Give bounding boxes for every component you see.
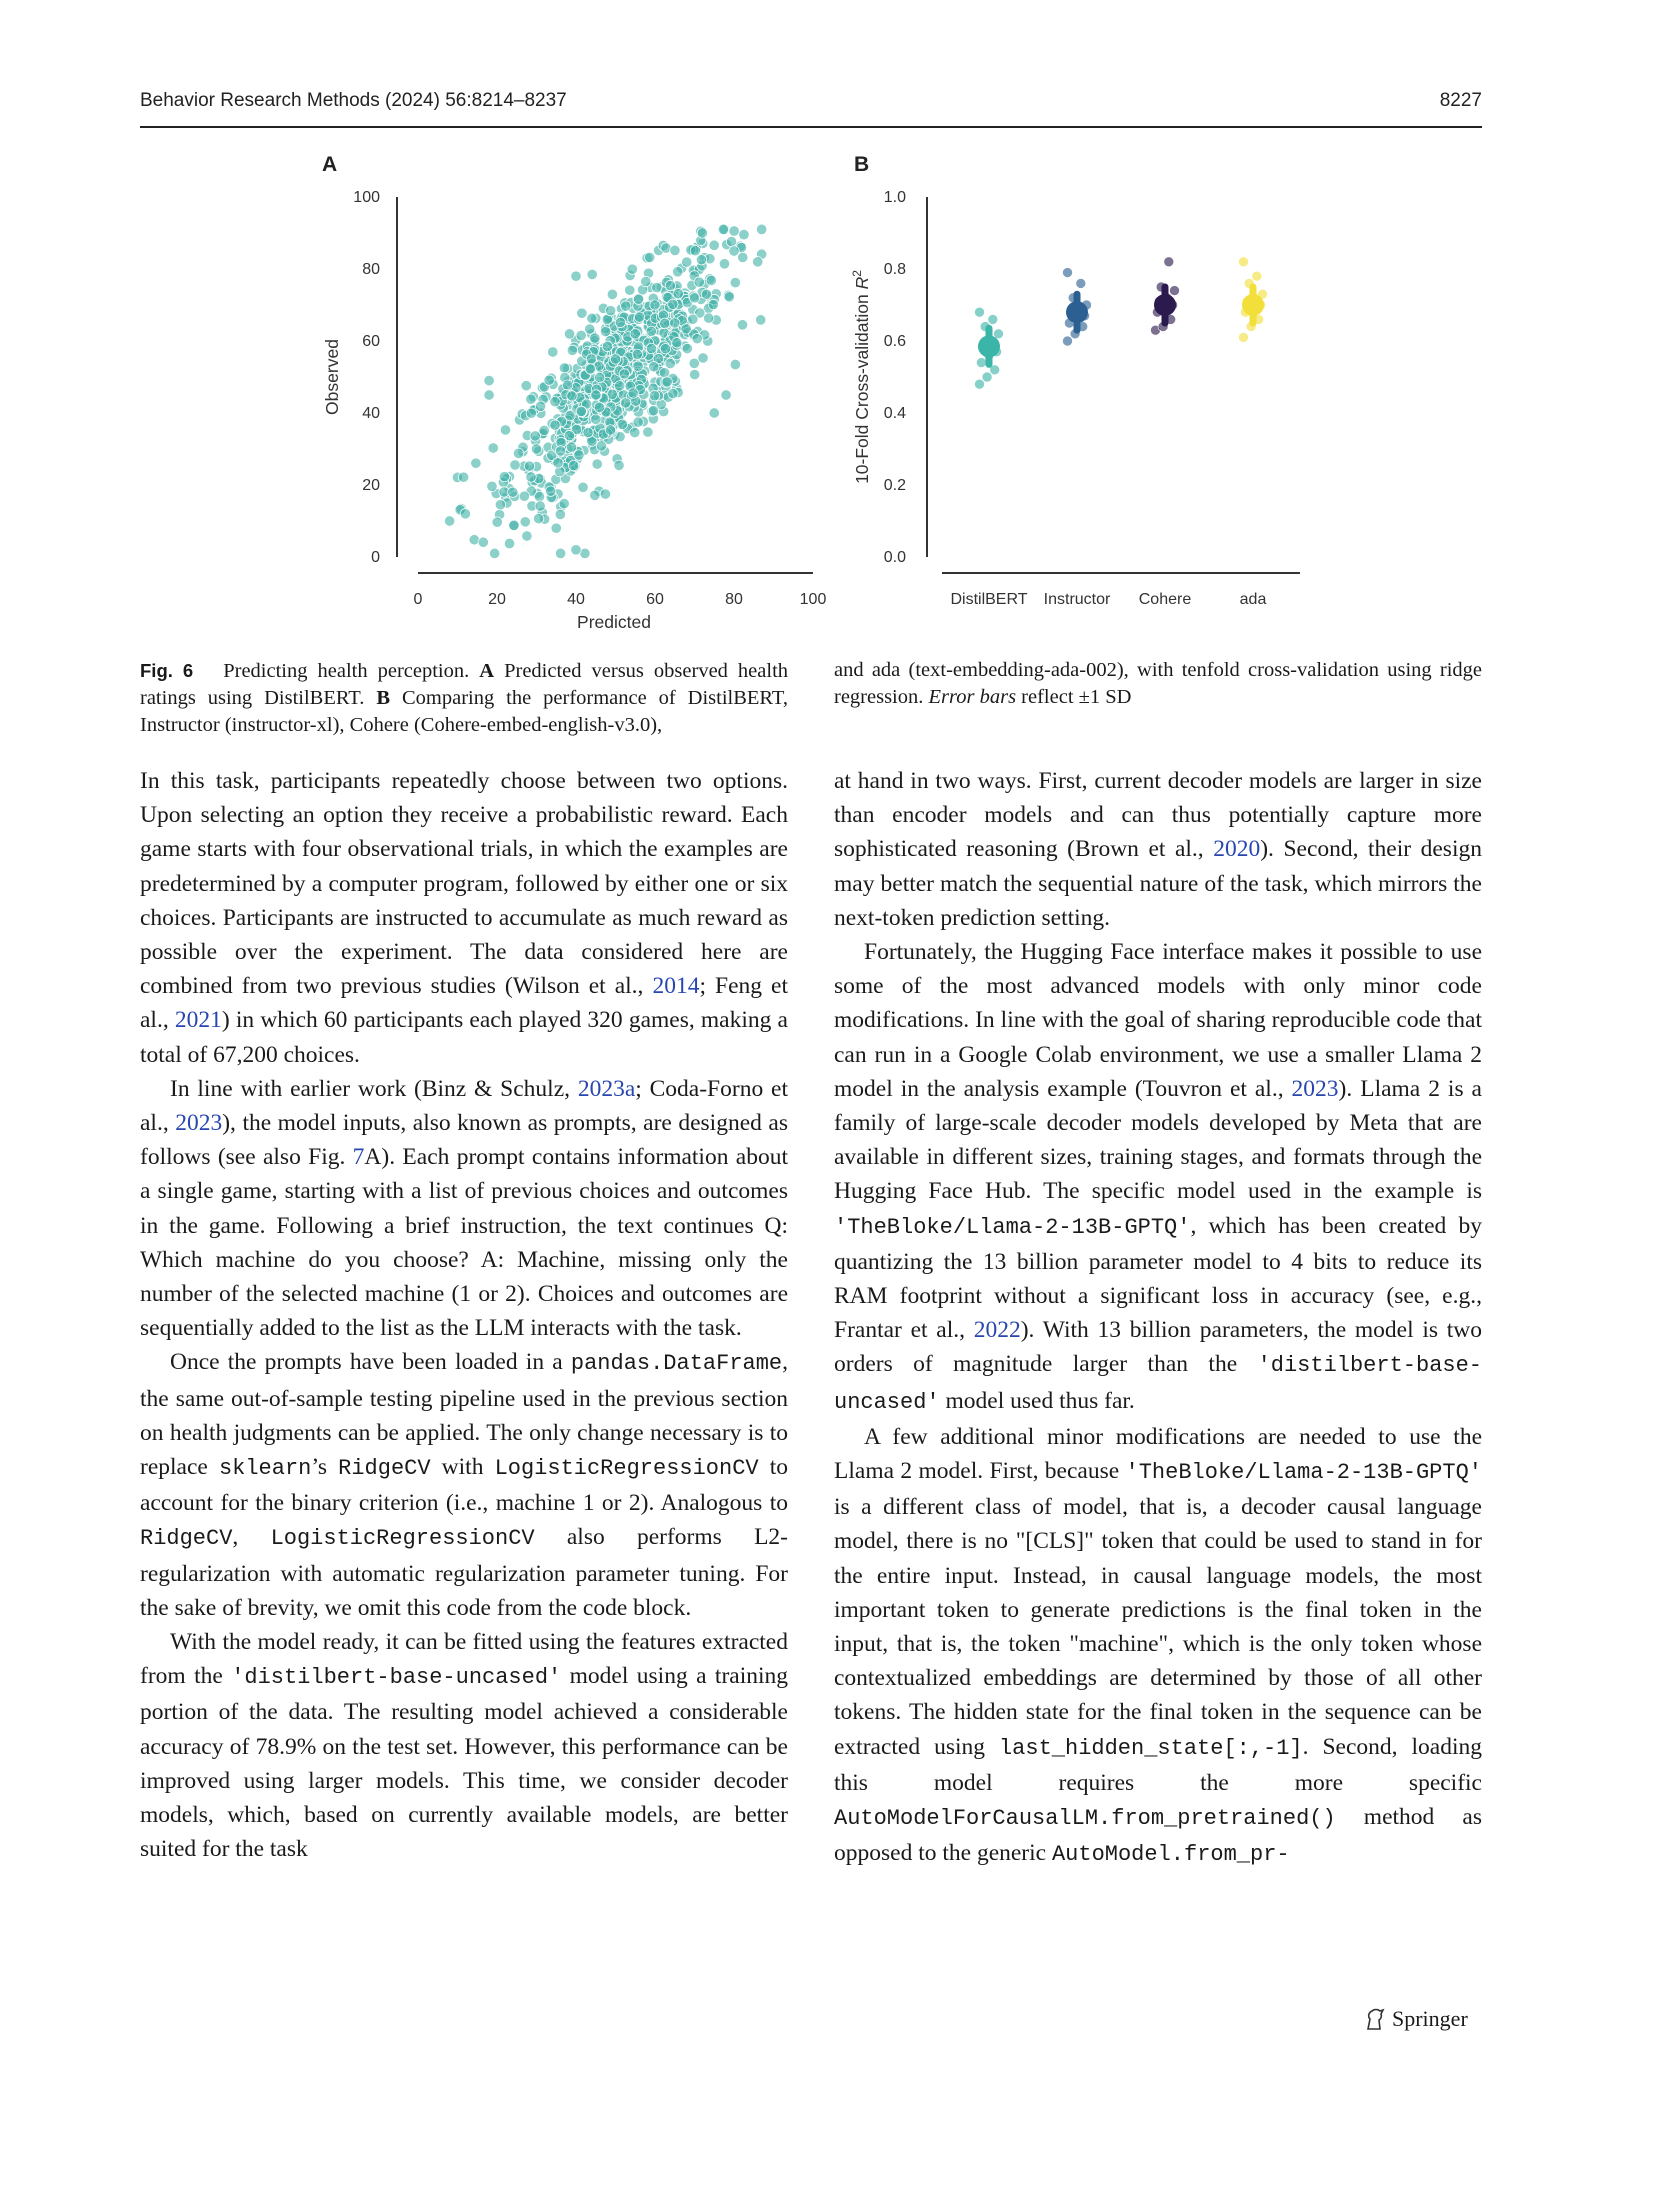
fold-point bbox=[1252, 271, 1262, 281]
scatter-point bbox=[646, 326, 656, 336]
scatter-point bbox=[545, 486, 555, 496]
scatter-point bbox=[662, 377, 672, 387]
scatter-point bbox=[620, 398, 630, 408]
scatter-point bbox=[550, 420, 560, 430]
scatter-point bbox=[703, 313, 713, 323]
y-tick-label: 0.4 bbox=[883, 405, 906, 422]
scatter-point bbox=[738, 252, 748, 262]
scatter-point bbox=[555, 509, 565, 519]
scatter-point bbox=[592, 459, 602, 469]
scatter-point bbox=[673, 267, 683, 277]
y-tick-label: 0.0 bbox=[883, 549, 906, 566]
scatter-point bbox=[641, 276, 651, 286]
scatter-point bbox=[614, 381, 624, 391]
scatter-point bbox=[571, 271, 581, 281]
scatter-point bbox=[487, 481, 497, 491]
left-column bbox=[140, 764, 788, 1867]
y-tick-label: 0 bbox=[371, 549, 380, 566]
y-tick-label: 20 bbox=[362, 477, 380, 494]
scatter-point bbox=[619, 369, 629, 379]
scatter-point bbox=[605, 305, 615, 315]
scatter-point bbox=[567, 345, 577, 355]
scatter-point bbox=[576, 406, 586, 416]
scatter-point bbox=[730, 277, 740, 287]
scatter-point bbox=[652, 282, 662, 292]
scatter-point bbox=[708, 299, 718, 309]
scatter-point bbox=[668, 388, 678, 398]
citation-link[interactable]: 2023a bbox=[577, 1075, 636, 1102]
scatter-point bbox=[594, 402, 604, 412]
scatter-point bbox=[495, 500, 505, 510]
y-tick-label: 1.0 bbox=[883, 189, 906, 206]
category-labels bbox=[950, 591, 1266, 608]
scatter-point bbox=[730, 359, 740, 369]
paragraph: With the model ready, it can be fitted using the features extracted from the 'distilbert-base-uncased' model using a training portion of the data. The resulting model achieved a considerable accuracy of 78.9% on the test set. However, this performance can be improved using larger models. This time, we consider decoder models, which, based on currently available models, are better suited for the task bbox=[140, 1629, 789, 1863]
scatter-point bbox=[564, 430, 574, 440]
page-number: 8227 bbox=[1439, 90, 1482, 111]
scatter-point bbox=[614, 460, 624, 470]
scatter-point bbox=[492, 517, 502, 527]
scatter-point bbox=[756, 224, 766, 234]
scatter-point bbox=[648, 406, 658, 416]
fold-point bbox=[982, 372, 992, 382]
scatter-point bbox=[574, 450, 584, 460]
figure-caption-left: Fig. 6 Predicting health perception. A Predicted versus observed health ratings using DistilBERT. B Comparing the performance of DistilBERT, Instructor (instructor-xl), Cohere (Cohere-embed-english-v3.0), bbox=[140, 660, 789, 736]
scatter-point bbox=[594, 372, 604, 382]
scatter-point bbox=[499, 471, 509, 481]
scatter-point bbox=[615, 317, 625, 327]
scatter-point bbox=[586, 354, 596, 364]
scatter-point bbox=[510, 460, 520, 470]
scatter-point bbox=[643, 427, 653, 437]
scatter-point bbox=[729, 246, 739, 256]
x-tick-label: 20 bbox=[488, 591, 506, 608]
x-tick-label: 80 bbox=[725, 591, 743, 608]
scatter-point bbox=[458, 472, 468, 482]
fold-point bbox=[975, 379, 985, 389]
paragraph: Fortunately, the Hugging Face interface makes it possible to use some of the most advanced models with only minor code modifications. In line with the goal of sharing reproducible code that can run in a Google Colab environment, we use a smaller Llama 2 model in the analysis example (Touvron et al., 2023). Llama 2 is a family of large-scale decoder models developed by Meta that are available in different sizes, training stages, and formats through the Hugging Face Hub. The specific model used in the example is 'TheBloke/Llama-2-13B-GPTQ', which has been created by quantizing the 13 billion parameter model to 4 bits to reduce its RAM footprint without a significant loss in accuracy (see, e.g., Frantar et al., 2022). With 13 billion parameters, the model is two orders of magnitude larger than the 'distilbert-base-uncased' model used thus far. bbox=[834, 939, 1483, 1415]
scatter-point bbox=[596, 441, 606, 451]
x-tick-labels bbox=[414, 591, 827, 608]
scatter-point bbox=[600, 489, 610, 499]
scatter-point bbox=[607, 289, 617, 299]
scatter-point bbox=[526, 394, 536, 404]
scatter-point bbox=[753, 257, 763, 267]
citation-link[interactable]: 2023 bbox=[175, 1110, 223, 1137]
scatter-point bbox=[583, 427, 593, 437]
scatter-point bbox=[729, 226, 739, 236]
scatter-point bbox=[544, 375, 554, 385]
figure-6 bbox=[0, 0, 1654, 660]
scatter-point bbox=[562, 380, 572, 390]
scatter-point bbox=[610, 354, 620, 364]
scatter-point bbox=[520, 517, 530, 527]
caption-label: Fig. 6 bbox=[140, 660, 194, 681]
scatter-point bbox=[690, 245, 700, 255]
scatter-point bbox=[630, 329, 640, 339]
scatter-point bbox=[535, 501, 545, 511]
scatter-point bbox=[688, 314, 698, 324]
paragraph: A few additional minor modifications are needed to use the Llama 2 model. First, because 'TheBloke/Llama-2-13B-GPTQ' is a different class of model, that is, a decoder causal language model, there is no "[CLS]" token that could be used to stand in for the entire input. Instead, in causal language models, the most important token to generate predictions is the final token in the input, that is, the token "machine", which is the only token whose contextualized embeddings are determined by those of all other tokens. The hidden state for the final token in the sequence can be extracted using last_hidden_state[:,-1]. Second, loading this model requires the more specific AutoModelForCausalLM.from_pretrained() method as opposed to the generic AutoModel.from_pr- bbox=[834, 1423, 1483, 1868]
scatter-point bbox=[513, 448, 523, 458]
scatter-point bbox=[591, 414, 601, 424]
scatter-point bbox=[628, 388, 638, 398]
scatter-point bbox=[739, 229, 749, 239]
journal-citation: Behavior Research Methods (2024) 56:8214–8237 bbox=[140, 90, 567, 111]
y-tick-label: 0.8 bbox=[883, 261, 906, 278]
scatter-point bbox=[530, 431, 540, 441]
scatter-point bbox=[644, 252, 654, 262]
scatter-point bbox=[634, 312, 644, 322]
mean-marker bbox=[1066, 301, 1088, 323]
fold-marks bbox=[975, 257, 1268, 389]
citation-link[interactable]: 2020 bbox=[1213, 836, 1261, 863]
fold-point bbox=[1076, 278, 1086, 288]
scatter-point bbox=[668, 299, 678, 309]
fold-point bbox=[988, 314, 998, 324]
springer-horse-icon bbox=[1364, 2007, 1386, 2037]
y-axis-label: Observed bbox=[322, 339, 342, 415]
scatter-point bbox=[553, 458, 563, 468]
fold-point bbox=[1063, 268, 1073, 278]
scatter-point bbox=[625, 285, 635, 295]
mean-marker bbox=[1242, 294, 1264, 316]
scatter-point bbox=[565, 411, 575, 421]
scatter-point bbox=[696, 255, 706, 265]
scatter-point bbox=[509, 520, 519, 530]
y-tick-label: 80 bbox=[362, 261, 380, 278]
scatter-point bbox=[665, 280, 675, 290]
scatter-point bbox=[726, 236, 736, 246]
right-column bbox=[834, 764, 1482, 1873]
figure-link[interactable]: 7 bbox=[352, 1144, 365, 1171]
fold-performance-chart bbox=[850, 189, 1300, 608]
y-tick-label: 40 bbox=[362, 405, 380, 422]
scatter-point bbox=[488, 443, 498, 453]
scatter-point bbox=[471, 458, 481, 468]
scatter-point bbox=[627, 264, 637, 274]
scatter-point bbox=[521, 381, 531, 391]
scatter-point bbox=[646, 343, 656, 353]
fold-point bbox=[976, 358, 986, 368]
paragraph: In this task, participants repeatedly choose between two options. Upon selecting an option they receive a probabilistic reward. Each game starts with four observational trials, in which the examples are predetermined by a computer program, followed by either one or six choices. Participants are instructed to accumulate as much reward as possible over the experiment. The data considered here are combined from two previous studies (Wilson et al., 2014; Feng et al., 2021) in which 60 participants each played 320 games, making a total of 67,200 choices. bbox=[140, 768, 788, 1068]
fold-point bbox=[1164, 257, 1174, 267]
x-tick-label: 0 bbox=[413, 591, 423, 608]
scatter-point bbox=[621, 301, 631, 311]
category-label: Cohere bbox=[1138, 591, 1192, 608]
scatter-point bbox=[571, 545, 581, 555]
scatter-point bbox=[660, 318, 670, 328]
scatter-point bbox=[721, 390, 731, 400]
scatter-point bbox=[577, 308, 587, 318]
scatter-point bbox=[630, 427, 640, 437]
scatter-point bbox=[689, 358, 699, 368]
y-tick-label: 0.2 bbox=[883, 477, 906, 494]
scatter-point bbox=[444, 516, 454, 526]
scatter-point bbox=[533, 513, 543, 523]
scatter-point bbox=[555, 446, 565, 456]
scatter-point bbox=[460, 509, 470, 519]
y-tick-label: 0.6 bbox=[883, 333, 906, 350]
category-label: DistilBERT bbox=[950, 591, 1028, 608]
x-axis-label: Predicted bbox=[577, 612, 651, 632]
scatter-point bbox=[526, 472, 536, 482]
scatter-point bbox=[649, 391, 659, 401]
scatter-point bbox=[531, 444, 541, 454]
scatter-point bbox=[756, 315, 766, 325]
citation-link[interactable]: 2023 bbox=[1291, 1075, 1339, 1102]
scatter-point bbox=[681, 324, 691, 334]
scatter-point bbox=[478, 537, 488, 547]
scatter-point bbox=[605, 425, 615, 435]
scatter-point bbox=[535, 401, 545, 411]
scatter-point bbox=[670, 318, 680, 328]
paragraph: at hand in two ways. First, current decoder models are larger in size than encoder models and can thus potentially capture more sophisticated reasoning (Brown et al., 2020). Second, their design may better match the sequential nature of the task, which mirrors the next-token prediction setting. bbox=[834, 768, 1482, 931]
fold-point bbox=[1063, 336, 1073, 346]
x-tick-label: 40 bbox=[567, 591, 585, 608]
scatter-point bbox=[590, 333, 600, 343]
scatter-point bbox=[672, 338, 682, 348]
x-tick-label: 60 bbox=[646, 591, 664, 608]
scatter-point bbox=[534, 491, 544, 501]
fold-point bbox=[975, 307, 985, 317]
scatter-point bbox=[550, 396, 560, 406]
scatter-point bbox=[709, 408, 719, 418]
mean-marker bbox=[978, 335, 1000, 357]
scatter-point bbox=[706, 275, 716, 285]
paragraph: In line with earlier work (Binz & Schulz, 2023a; Coda-Forno et al., 2023), the model inputs, also known as prompts, are designed as follows (see also Fig. 7A). Each prompt contains information about a single game, starting with a list of previous choices and outcomes in the game. Following a brief instruction, the text continues Q: Which machine do you choose? A: Machine, missing only the number of the selected machine (1 or 2). Choices and outcomes are sequentially added to the list as the LLM interacts with the task. bbox=[140, 1075, 788, 1342]
scatter-point bbox=[548, 347, 558, 357]
scatter-point bbox=[590, 490, 600, 500]
scatter-point bbox=[670, 245, 680, 255]
scatter-point bbox=[566, 442, 576, 452]
scatter-point bbox=[633, 417, 643, 427]
citation-link[interactable]: 2014 bbox=[652, 973, 700, 1000]
scatter-point bbox=[585, 364, 595, 374]
scatter-point bbox=[568, 460, 578, 470]
y-tick-label: 60 bbox=[362, 333, 380, 350]
y-tick-label: 100 bbox=[353, 189, 380, 206]
scatter-point bbox=[633, 294, 643, 304]
scatter-point bbox=[617, 419, 627, 429]
scatter-point bbox=[649, 362, 659, 372]
citation-link[interactable]: 2021 bbox=[174, 1007, 222, 1034]
scatter-point bbox=[564, 329, 574, 339]
y-axis-label-b: 10-Fold Cross-validation $R^2$ bbox=[850, 270, 872, 484]
scatter-point bbox=[682, 257, 692, 267]
scatter-point bbox=[697, 228, 707, 238]
scatter-point bbox=[522, 531, 532, 541]
scatter-point bbox=[673, 289, 683, 299]
citation-link[interactable]: 2022 bbox=[973, 1317, 1021, 1344]
category-label: ada bbox=[1239, 591, 1267, 608]
scatter-point bbox=[587, 313, 597, 323]
scatter-point bbox=[519, 491, 529, 501]
scatter-point bbox=[737, 320, 747, 330]
scatter-point bbox=[504, 538, 514, 548]
scatter-points bbox=[444, 224, 766, 558]
scatter-point bbox=[484, 390, 494, 400]
publisher-logo: Springer bbox=[1364, 2006, 1468, 2037]
scatter-point bbox=[650, 300, 660, 310]
scatter-point bbox=[508, 487, 518, 497]
scatter-point bbox=[484, 375, 494, 385]
scatter-point bbox=[591, 390, 601, 400]
scatter-point bbox=[602, 341, 612, 351]
paragraph: Once the prompts have been loaded in a pandas.DataFrame, the same out-of-sample testing pipeline used in the previous section on health judgments can be applied. The only change necessary is to replace sklearn’s RidgeCV with LogisticRegressionCV to account for the binary criterion (i.e., machine 1 or 2). Analogous to RidgeCV, LogisticRegressionCV also performs L2-regularization with automatic regularization parameter tuning. For the sake of brevity, we omit this code from the code block. bbox=[140, 1349, 788, 1621]
panel-b-label: B bbox=[854, 153, 870, 176]
scatter-point bbox=[694, 277, 704, 287]
mean-marker bbox=[1154, 294, 1176, 316]
y-tick-labels-b bbox=[884, 189, 906, 566]
scatter-point bbox=[689, 369, 699, 379]
scatter-point bbox=[665, 358, 675, 368]
y-tick-labels bbox=[353, 189, 380, 566]
scatter-point bbox=[500, 425, 510, 435]
x-tick-label: 100 bbox=[799, 591, 827, 608]
scatter-point bbox=[524, 461, 534, 471]
scatter-chart bbox=[322, 189, 826, 632]
scatter-point bbox=[709, 240, 719, 250]
scatter-point bbox=[701, 289, 711, 299]
scatter-point bbox=[724, 292, 734, 302]
scatter-point bbox=[555, 548, 565, 558]
scatter-point bbox=[539, 425, 549, 435]
category-label: Instructor bbox=[1043, 591, 1111, 608]
panel-a-label: A bbox=[322, 153, 338, 176]
scatter-point bbox=[660, 344, 670, 354]
scatter-point bbox=[689, 293, 699, 303]
fold-point bbox=[1170, 286, 1180, 296]
scatter-point bbox=[559, 498, 569, 508]
scatter-point bbox=[682, 343, 692, 353]
scatter-point bbox=[633, 361, 643, 371]
scatter-point bbox=[719, 259, 729, 269]
scatter-point bbox=[526, 408, 536, 418]
scatter-point bbox=[578, 482, 588, 492]
scatter-point bbox=[489, 548, 499, 558]
figure-caption-right: and ada (text-embedding-ada-002), with tenfold cross-validation using ridge regression. Error bars reflect ±1 SD bbox=[834, 659, 1482, 708]
scatter-point bbox=[718, 224, 728, 234]
scatter-point bbox=[692, 333, 702, 343]
scatter-point bbox=[551, 523, 561, 533]
scatter-point bbox=[587, 269, 597, 279]
scatter-point bbox=[576, 330, 586, 340]
fold-point bbox=[1239, 257, 1249, 267]
scatter-point bbox=[632, 349, 642, 359]
scatter-point bbox=[567, 391, 577, 401]
scatter-point bbox=[559, 363, 569, 373]
fold-point bbox=[1239, 332, 1249, 342]
